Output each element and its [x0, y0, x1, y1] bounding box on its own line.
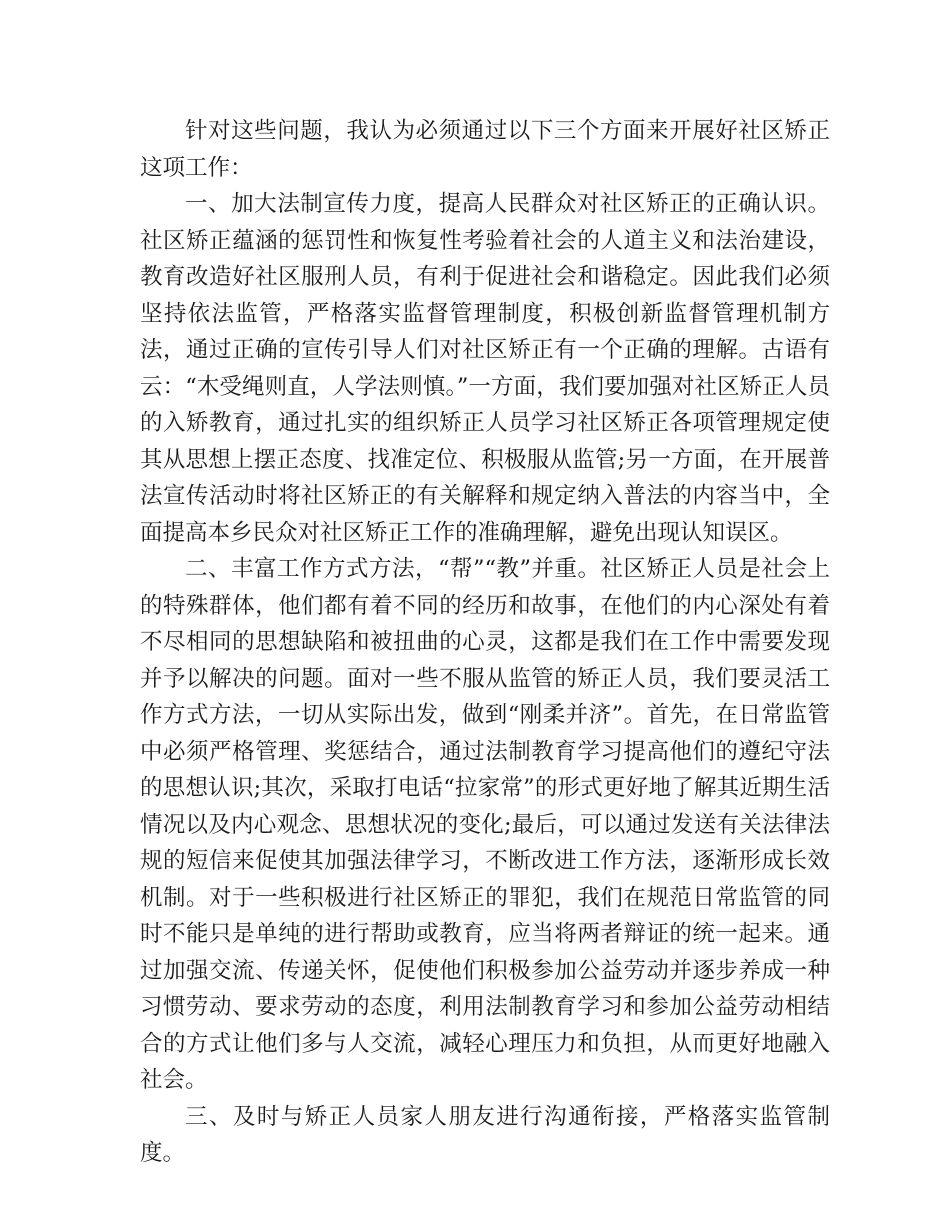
paragraph-point-one: 一、加大法制宣传力度，提高人民群众对社区矫正的正确认识。社区矫正蕴涵的惩罚性和恢复性考验着社会的人道主义和法治建设，教育改造好社区服刑人员，有利于促进社会和谐稳定。因此我们必须坚持依法监管，严格落实监督管理制度，积极创新监督管理机制方法，通过正确的宣传引导人们对社区矫正有一个正确的理解。古语有云：“木受绳则直，人学法则慎。”一方面，我们要加强对社区矫正人员的入矫教育，通过扎实的组织矫正人员学习社区矫正各项管理规定使其从思想上摆正态度、找准定位、积极服从监管;另一方面，在开展普法宣传活动时将社区矫正的有关解释和规定纳入普法的内容当中，全面提高本乡民众对社区矫正工作的准确理解，避免出现认知误区。: [140, 191, 830, 546]
paragraph-point-two: 二、丰富工作方式方法，“帮”“教”并重。社区矫正人员是社会上的特殊群体，他们都有着不同的经历和故事，在他们的内心深处有着不尽相同的思想缺陷和被扭曲的心灵，这都是我们在工作中需要发现并予以解决的问题。面对一些不服从监管的矫正人员，我们要灵活工作方式方法，一切从实际出发，做到“刚柔并济”。首先，在日常监管中必须严格管理、奖惩结合，通过法制教育学习提高他们的遵纪守法的思想认识;其次，采取打电话“拉家常”的形式更好地了解其近期生活情况以及内心观念、思想状况的变化;最后，可以通过发送有关法律法规的短信来促使其加强法律学习，不断改进工作方法，逐渐形成长效机制。对于一些积极进行社区矫正的罪犯，我们在规范日常监管的同时不能只是单纯的进行帮助或教育，应当将两者辩证的统一起来。通过加强交流、传递关怀，促使他们积极参加公益劳动并逐步养成一种习惯劳动、要求劳动的态度，利用法制教育学习和参加公益劳动相结合的方式让他们多与人交流，减轻心理压力和负担，从而更好地融入社会。: [140, 556, 830, 1093]
paragraph-intro: 针对这些问题，我认为必须通过以下三个方面来开展好社区矫正这项工作：: [140, 118, 830, 181]
document-body: [140, 113, 830, 1172]
paragraph-point-three: 三、及时与矫正人员家人朋友进行沟通衔接，严格落实监管制度。: [140, 1103, 830, 1166]
